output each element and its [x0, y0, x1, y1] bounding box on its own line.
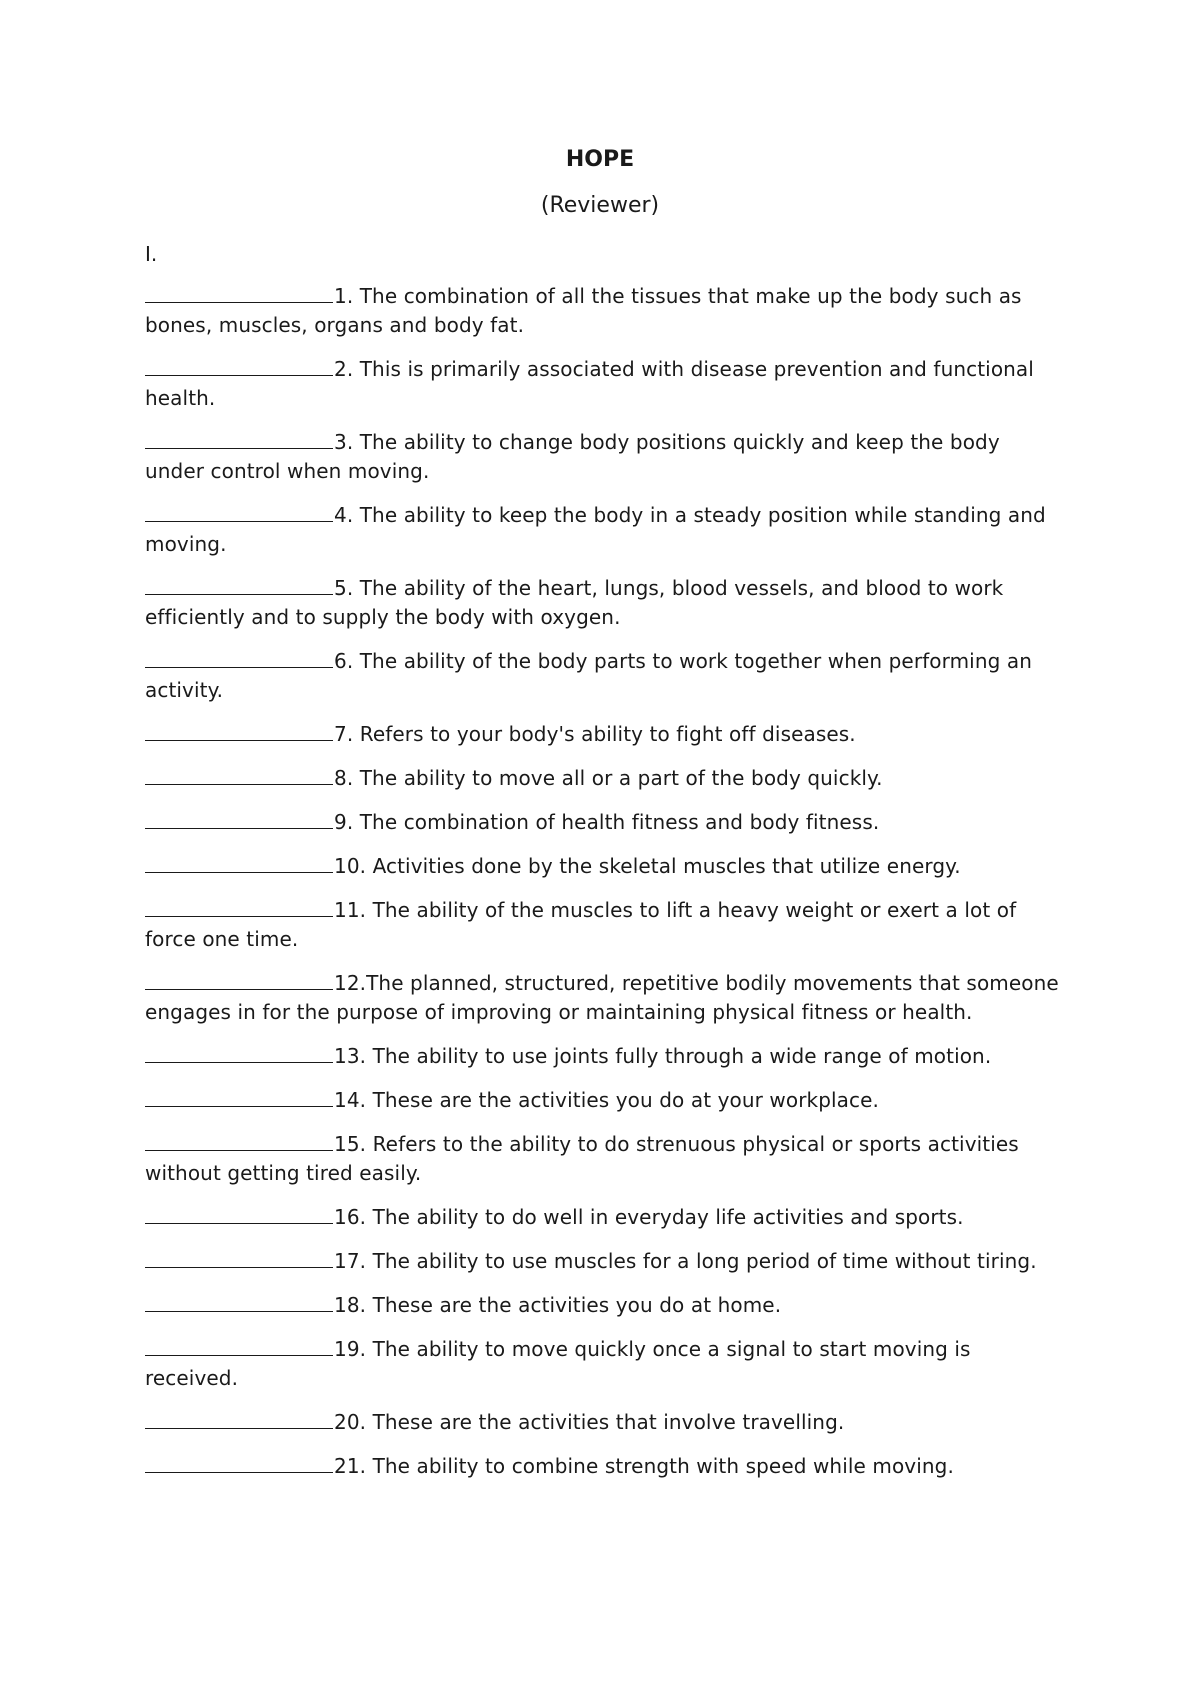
question-item	[145, 1130, 1065, 1188]
answer-blank[interactable]	[145, 574, 333, 595]
question-text: 7. Refers to your body's ability to fight off diseases.	[334, 722, 856, 746]
question-item	[145, 808, 1065, 837]
question-item	[145, 1086, 1065, 1115]
answer-blank[interactable]	[145, 1335, 333, 1356]
answer-blank[interactable]	[145, 1042, 333, 1063]
question-item	[145, 1452, 1065, 1481]
answer-blank[interactable]	[145, 282, 333, 303]
question-item	[145, 501, 1065, 559]
answer-blank[interactable]	[145, 428, 333, 449]
question-text: 6. The ability of the body parts to work together when performing an activity.	[145, 649, 1032, 702]
question-text: 20. These are the activities that involve travelling.	[334, 1410, 845, 1434]
question-text: 4. The ability to keep the body in a steady position while standing and moving.	[145, 503, 1046, 556]
question-item	[145, 1203, 1065, 1232]
answer-blank[interactable]	[145, 764, 333, 785]
question-text: 2. This is primarily associated with disease prevention and functional health.	[145, 357, 1034, 410]
question-item	[145, 574, 1065, 632]
question-text: 17. The ability to use muscles for a long period of time without tiring.	[334, 1249, 1037, 1273]
question-item	[145, 896, 1065, 954]
question-text: 13. The ability to use joints fully through a wide range of motion.	[334, 1044, 992, 1068]
question-text: 3. The ability to change body positions quickly and keep the body under control when moving.	[145, 430, 1000, 483]
question-item	[145, 355, 1065, 413]
question-item	[145, 647, 1065, 705]
answer-blank[interactable]	[145, 355, 333, 376]
answer-blank[interactable]	[145, 1452, 333, 1473]
question-item	[145, 1247, 1065, 1276]
question-item	[145, 764, 1065, 793]
document-subtitle: (Reviewer)	[540, 193, 660, 218]
answer-blank[interactable]	[145, 1408, 333, 1429]
answer-blank[interactable]	[145, 808, 333, 829]
question-item	[145, 1042, 1065, 1071]
question-text: 9. The combination of health fitness and body fitness.	[334, 810, 880, 834]
question-item	[145, 428, 1065, 486]
question-text: 21. The ability to combine strength with speed while moving.	[334, 1454, 954, 1478]
question-text: 14. These are the activities you do at your workplace.	[334, 1088, 879, 1112]
answer-blank[interactable]	[145, 1086, 333, 1107]
question-list	[145, 282, 1065, 1496]
question-item	[145, 720, 1065, 749]
answer-blank[interactable]	[145, 896, 333, 917]
question-text: 18. These are the activities you do at home.	[334, 1293, 782, 1317]
answer-blank[interactable]	[145, 1291, 333, 1312]
question-text: 19. The ability to move quickly once a signal to start moving is received.	[145, 1337, 971, 1390]
answer-blank[interactable]	[145, 647, 333, 668]
document-title: HOPE	[565, 147, 635, 172]
question-text: 12.The planned, structured, repetitive bodily movements that someone engages in for the purpose of improving or maintaining physical fitness or health.	[145, 971, 1059, 1024]
question-text: 10. Activities done by the skeletal muscles that utilize energy.	[334, 854, 961, 878]
question-text: 15. Refers to the ability to do strenuous physical or sports activities without getting tired easily.	[145, 1132, 1019, 1185]
question-item	[145, 1408, 1065, 1437]
section-label: I.	[145, 242, 158, 266]
answer-blank[interactable]	[145, 852, 333, 873]
question-item	[145, 282, 1065, 340]
question-item	[145, 1291, 1065, 1320]
answer-blank[interactable]	[145, 969, 333, 990]
question-text: 11. The ability of the muscles to lift a heavy weight or exert a lot of force one time.	[145, 898, 1017, 951]
question-text: 8. The ability to move all or a part of the body quickly.	[334, 766, 883, 790]
answer-blank[interactable]	[145, 1247, 333, 1268]
question-item	[145, 1335, 1065, 1393]
question-text: 16. The ability to do well in everyday life activities and sports.	[334, 1205, 964, 1229]
answer-blank[interactable]	[145, 1203, 333, 1224]
answer-blank[interactable]	[145, 720, 333, 741]
answer-blank[interactable]	[145, 501, 333, 522]
question-text: 1. The combination of all the tissues that make up the body such as bones, muscles, organs and body fat.	[145, 284, 1022, 337]
question-item	[145, 969, 1065, 1027]
answer-blank[interactable]	[145, 1130, 333, 1151]
question-text: 5. The ability of the heart, lungs, blood vessels, and blood to work efficiently and to supply the body with oxygen.	[145, 576, 1004, 629]
question-item	[145, 852, 1065, 881]
